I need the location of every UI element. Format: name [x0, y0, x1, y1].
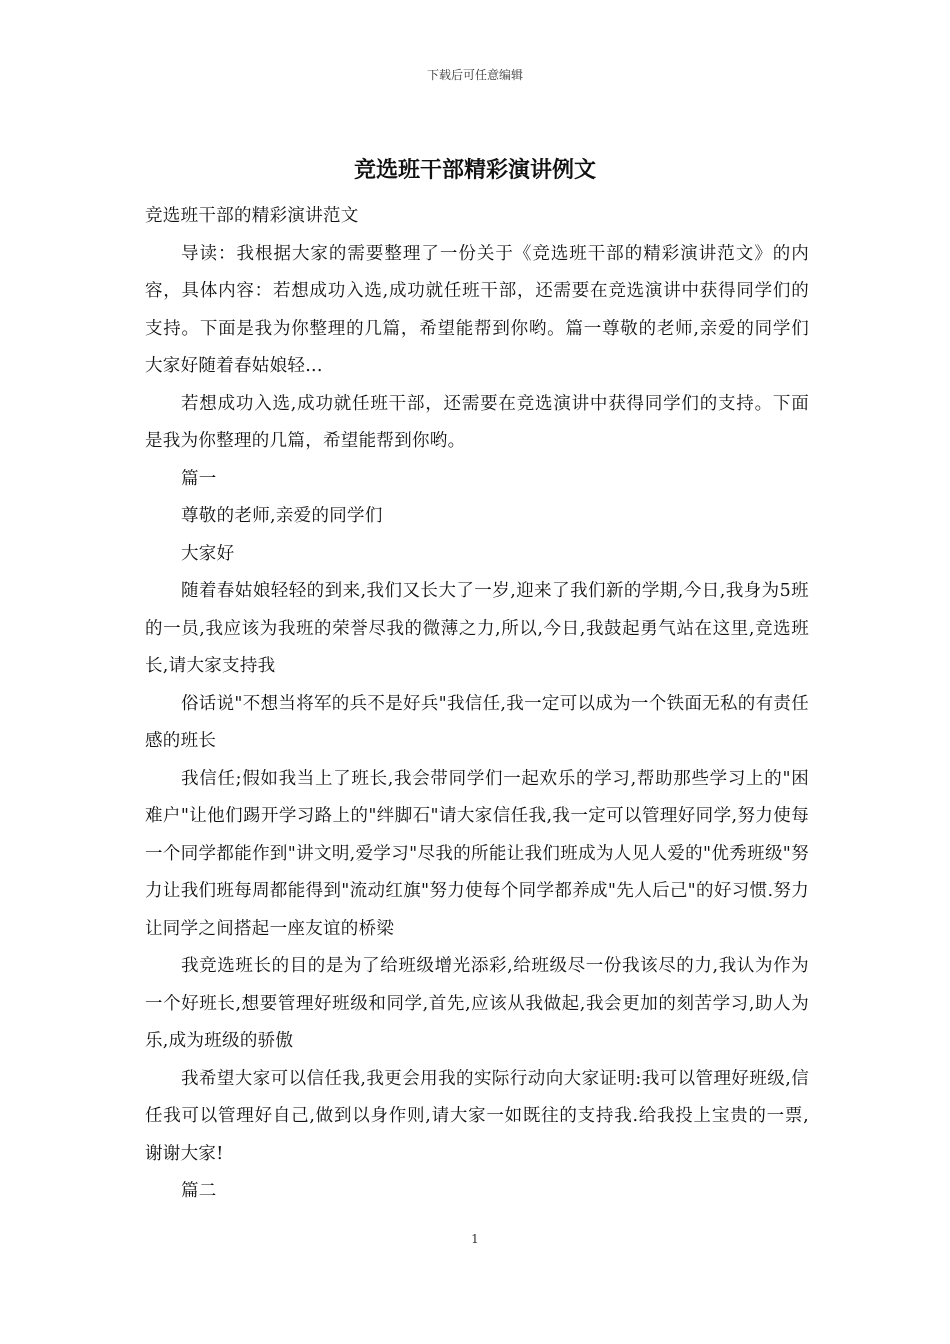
paragraph: 我信任;假如我当上了班长,我会带同学们一起欢乐的学习,帮助那些学习上的"困难户"让他们踢开学习路上的"绊脚石"请大家信任我,我一定可以管理好同学,努力使每一个同学都能作到"讲文明,爱学习"尽我的所能让我们班成为人见人爱的"优秀班级"努力让我们班每周都能得到"流动红旗"努力使每个同学都养成"先人后己"的好习惯.努力让同学之间搭起一座友谊的桥梁	[145, 768, 809, 939]
section-heading-two: 篇二	[181, 1181, 217, 1201]
paragraph: 我希望大家可以信任我,我更会用我的实际行动向大家证明:我可以管理好班级,信任我可以管理好自己,做到以身作则,请大家一如既往的支持我.给我投上宝贵的一票,谢谢大家!	[145, 1068, 809, 1164]
paragraph-hello: 大家好	[181, 543, 235, 564]
document-subtitle: 竞选班干部的精彩演讲范文	[145, 206, 359, 226]
paragraph-intro: 导读：我根据大家的需要整理了一份关于《竞选班干部的精彩演讲范文》的内容，具体内容：若想成功入选,成功就任班干部，还需要在竞选演讲中获得同学们的支持。下面是我为你整理的几篇，希望能帮到你哟。篇一尊敬的老师,亲爱的同学们大家好随着春姑娘轻...	[145, 243, 809, 376]
paragraph-greeting: 尊敬的老师,亲爱的同学们	[181, 506, 383, 526]
paragraph: 我竞选班长的目的是为了给班级增光添彩,给班级尽一份我该尽的力,我认为作为一个好班长,想要管理好班级和同学,首先,应该从我做起,我会更加的刻苦学习,助人为乐,成为班级的骄傲	[145, 956, 809, 1051]
paragraph: 随着春姑娘轻轻的到来,我们又长大了一岁,迎来了我们新的学期,今日,我身为5班的一员,我应该为我班的荣誉尽我的微薄之力,所以,今日,我鼓起勇气站在这里,竞选班长,请大家支持我	[145, 581, 809, 676]
paragraph-summary: 若想成功入选,成功就任班干部，还需要在竞选演讲中获得同学们的支持。下面是我为你整理的几篇，希望能帮到你哟。	[145, 393, 809, 451]
paragraph: 俗话说"不想当将军的兵不是好兵"我信任,我一定可以成为一个铁面无私的有责任感的班长	[145, 693, 809, 751]
section-heading-one: 篇一	[181, 468, 217, 489]
page-number: 1	[471, 1232, 479, 1246]
document-body	[145, 198, 809, 1211]
document-title: 竞选班干部精彩演讲例文	[353, 157, 596, 183]
page-header: 下载后可任意编辑	[426, 68, 523, 82]
